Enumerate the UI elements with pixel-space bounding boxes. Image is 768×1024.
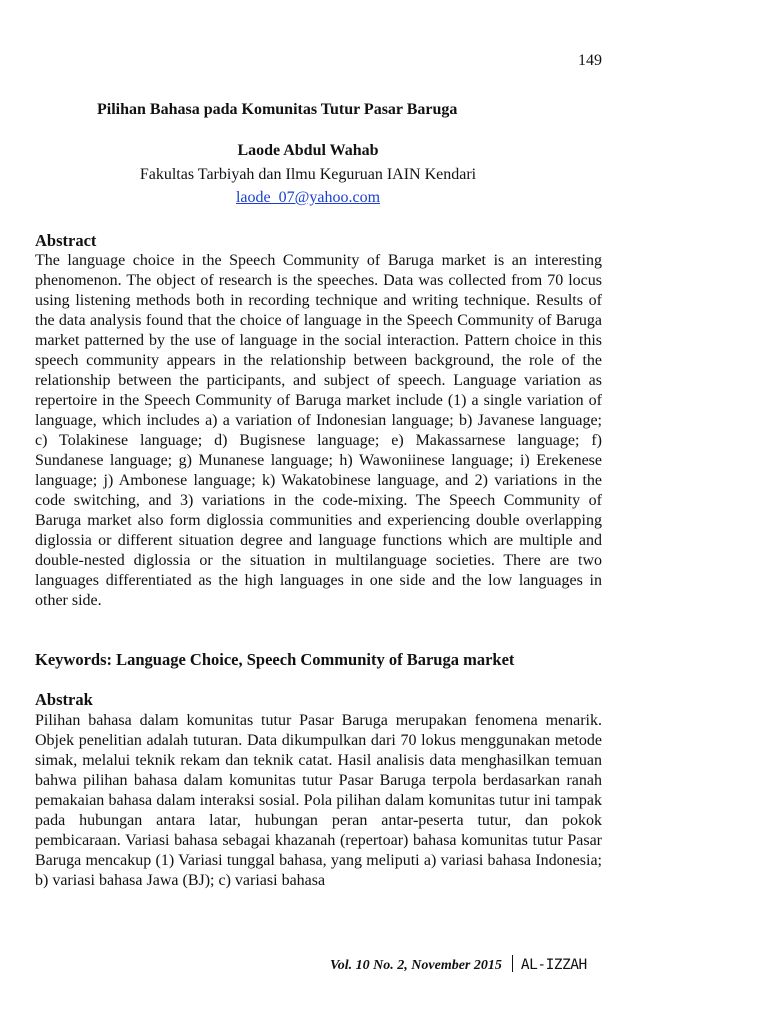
author-email-link[interactable]: laode_07@yahoo.com <box>235 189 381 206</box>
page-number: 149 <box>578 52 602 69</box>
footer-divider <box>512 955 513 972</box>
abstract-heading: Abstract <box>35 231 97 250</box>
author-name: Laode Abdul Wahab <box>237 142 379 159</box>
author-affiliation: Fakultas Tarbiyah dan Ilmu Keguruan IAIN Kendari <box>139 166 477 183</box>
abstract-text: The language choice in the Speech Community of Baruga market is an interesting phenomenon. The object of research is the speeches. Data was collected from 70 locus using listening methods both in recording technique and writing technique. Results of the data analysis found that the choice of language in the Speech Community of Baruga market patterned by the use of language in the social interaction. Pattern choice in this speech community appears in the relationship between background, the role of the relationship between the participants, and subject of speech. Language variation as repertoire in the Speech Community of Baruga market include (1) a single variation of language, which includes a) a variation of Indonesian language; b) Javanese language; c) Tolakinese language; d) Bugisnese language; e) Makassarnese language; f) Sundanese language; g) Munanese language; h) Wawoniinese language; i) Erekenese language; j) Ambonese language; k) Wakatobinese language, and 2) variations in the code switching, and 3) variations in the code-mixing. The Speech Community of Baruga market also form diglossia communities and experiencing double overlapping diglossia or different situation degree and language functions which are multiple and double-nested diglossia or the situation in multilanguage societies. There are two languages differentiated as the high languages in one side and the low languages in other side. <box>35 252 602 609</box>
paper-title: Pilihan Bahasa pada Komunitas Tutur Pasar Baruga <box>97 101 458 118</box>
footer-journal-name: AL-IZZAH <box>520 957 587 973</box>
author-email-container <box>0 189 616 207</box>
footer-volume: Vol. 10 No. 2, November 2015 <box>330 958 502 973</box>
keywords: Keywords: Language Choice, Speech Community of Baruga market <box>35 650 515 669</box>
footer <box>330 955 600 974</box>
abstrak-text: Pilihan bahasa dalam komunitas tutur Pasar Baruga merupakan fenomena menarik. Objek penelitian adalah tuturan. Data dikumpulkan dari 70 lokus menggunakan metode simak, melalui teknik rekam dan teknik catat. Hasil analisis data menghasilkan temuan bahwa pilihan bahasa dalam komunitas tutur Pasar Baruga terpola berdasarkan ranah pemakaian bahasa dalam interaksi sosial. Pola pilihan dalam komunitas tutur ini tampak pada hubungan antara latar, hubungan peran antar-peserta tutur, dan pokok pembicaraan. Variasi bahasa sebagai khazanah (repertoar) bahasa komunitas tutur Pasar Baruga mencakup (1) Variasi tunggal bahasa, yang meliputi a) variasi bahasa Indonesia; b) variasi bahasa Jawa (BJ); c) variasi bahasa <box>35 712 602 889</box>
abstrak-heading: Abstrak <box>35 690 93 709</box>
